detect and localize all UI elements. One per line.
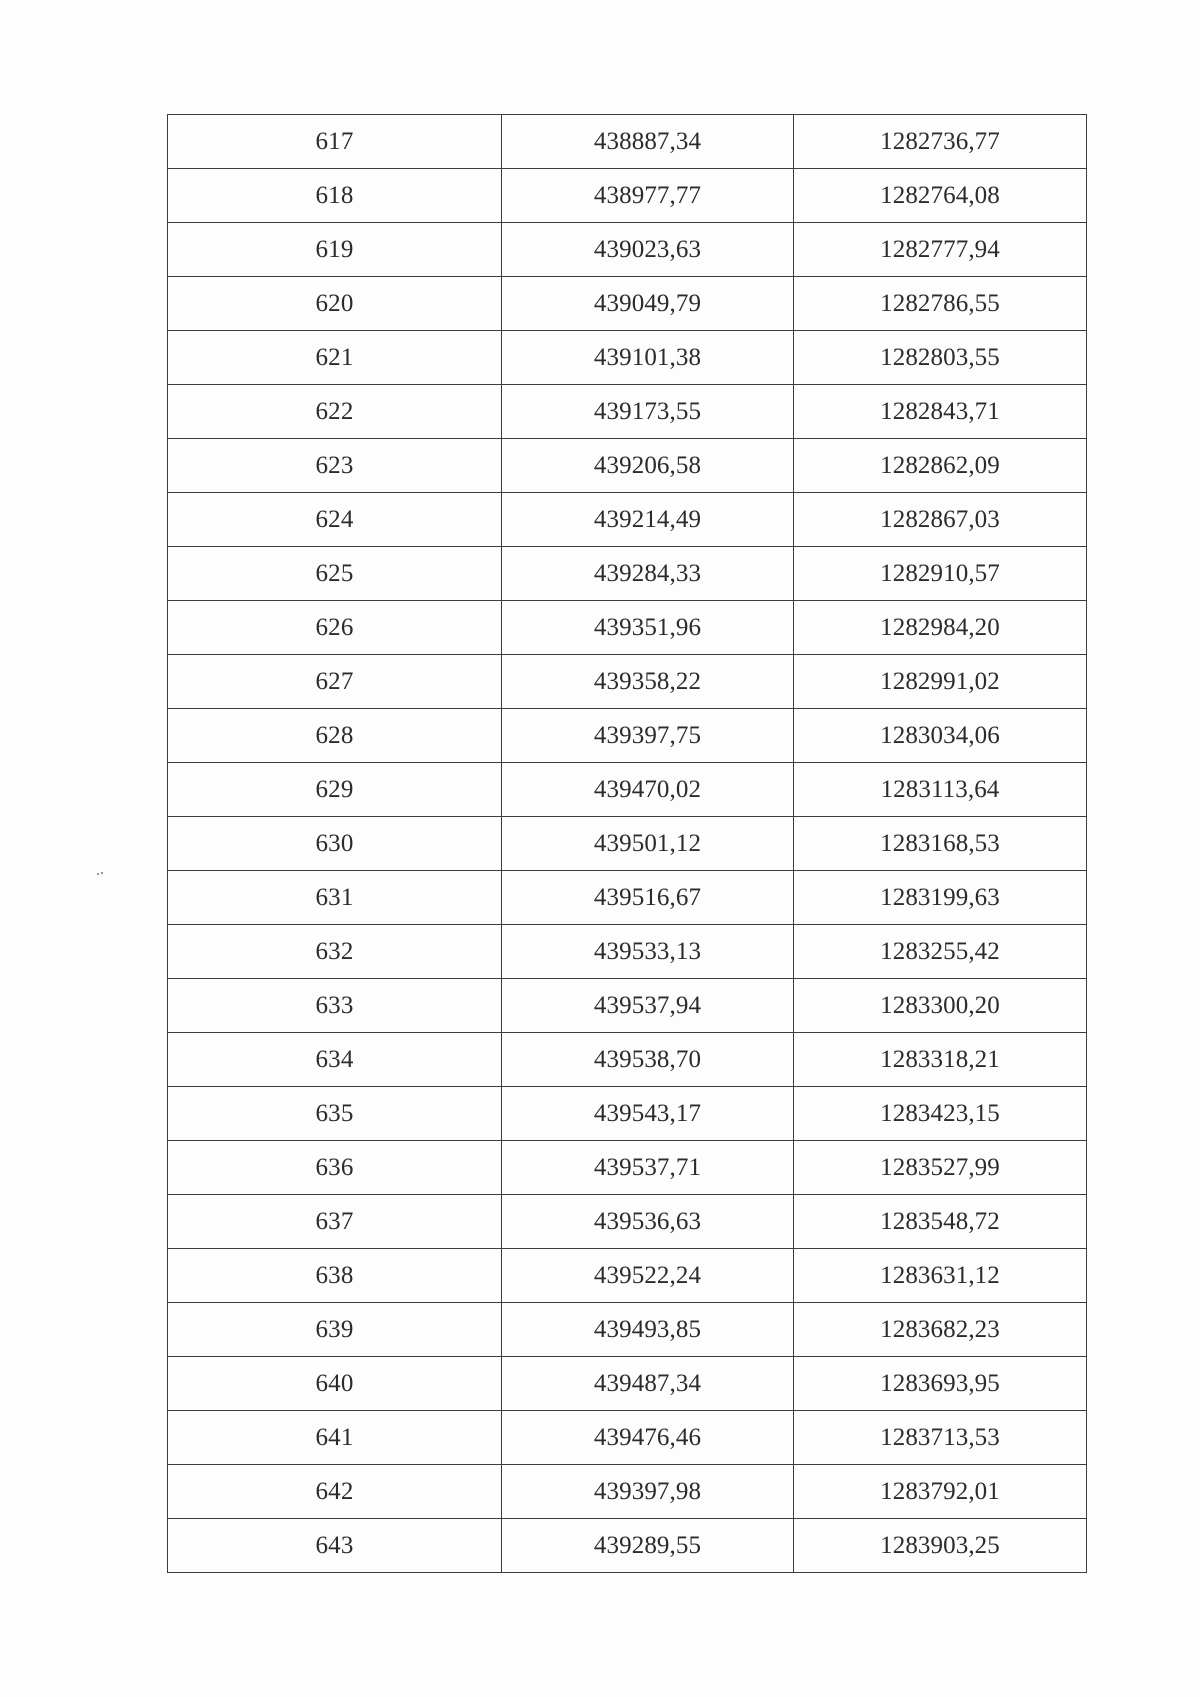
table-row [168, 817, 1087, 871]
point-number-cell: 642 [168, 1465, 502, 1519]
x-coordinate-cell: 439397,75 [502, 709, 794, 763]
table-row [168, 331, 1087, 385]
table-row [168, 1465, 1087, 1519]
x-coordinate-cell: 439351,96 [502, 601, 794, 655]
x-coordinate-cell: 439049,79 [502, 277, 794, 331]
x-coordinate-cell: 439487,34 [502, 1357, 794, 1411]
point-number-cell: 621 [168, 331, 502, 385]
point-number-cell: 637 [168, 1195, 502, 1249]
table-row [168, 979, 1087, 1033]
table-row [168, 1303, 1087, 1357]
y-coordinate-cell: 1283034,06 [794, 709, 1087, 763]
x-coordinate-cell: 439522,24 [502, 1249, 794, 1303]
scan-speck [97, 872, 105, 876]
y-coordinate-cell: 1282991,02 [794, 655, 1087, 709]
y-coordinate-cell: 1282862,09 [794, 439, 1087, 493]
x-coordinate-cell: 439538,70 [502, 1033, 794, 1087]
coordinates-table [167, 114, 1087, 1573]
point-number-cell: 626 [168, 601, 502, 655]
y-coordinate-cell: 1283168,53 [794, 817, 1087, 871]
y-coordinate-cell: 1283199,63 [794, 871, 1087, 925]
point-number-cell: 641 [168, 1411, 502, 1465]
point-number-cell: 636 [168, 1141, 502, 1195]
point-number-cell: 631 [168, 871, 502, 925]
x-coordinate-cell: 439206,58 [502, 439, 794, 493]
y-coordinate-cell: 1282803,55 [794, 331, 1087, 385]
point-number-cell: 633 [168, 979, 502, 1033]
point-number-cell: 630 [168, 817, 502, 871]
y-coordinate-cell: 1282764,08 [794, 169, 1087, 223]
point-number-cell: 635 [168, 1087, 502, 1141]
table-row [168, 385, 1087, 439]
x-coordinate-cell: 438977,77 [502, 169, 794, 223]
x-coordinate-cell: 439397,98 [502, 1465, 794, 1519]
point-number-cell: 619 [168, 223, 502, 277]
x-coordinate-cell: 439289,55 [502, 1519, 794, 1573]
x-coordinate-cell: 439501,12 [502, 817, 794, 871]
x-coordinate-cell: 439358,22 [502, 655, 794, 709]
y-coordinate-cell: 1282843,71 [794, 385, 1087, 439]
x-coordinate-cell: 438887,34 [502, 115, 794, 169]
x-coordinate-cell: 439537,94 [502, 979, 794, 1033]
point-number-cell: 640 [168, 1357, 502, 1411]
table-row [168, 439, 1087, 493]
y-coordinate-cell: 1283903,25 [794, 1519, 1087, 1573]
y-coordinate-cell: 1283423,15 [794, 1087, 1087, 1141]
table-row [168, 871, 1087, 925]
point-number-cell: 643 [168, 1519, 502, 1573]
point-number-cell: 620 [168, 277, 502, 331]
y-coordinate-cell: 1282736,77 [794, 115, 1087, 169]
x-coordinate-cell: 439101,38 [502, 331, 794, 385]
x-coordinate-cell: 439537,71 [502, 1141, 794, 1195]
table-row [168, 1195, 1087, 1249]
table-row [168, 925, 1087, 979]
x-coordinate-cell: 439533,13 [502, 925, 794, 979]
table-row [168, 547, 1087, 601]
x-coordinate-cell: 439516,67 [502, 871, 794, 925]
point-number-cell: 625 [168, 547, 502, 601]
point-number-cell: 622 [168, 385, 502, 439]
x-coordinate-cell: 439543,17 [502, 1087, 794, 1141]
point-number-cell: 618 [168, 169, 502, 223]
table-row [168, 1033, 1087, 1087]
point-number-cell: 632 [168, 925, 502, 979]
table-row [168, 1141, 1087, 1195]
y-coordinate-cell: 1283318,21 [794, 1033, 1087, 1087]
x-coordinate-cell: 439173,55 [502, 385, 794, 439]
y-coordinate-cell: 1283693,95 [794, 1357, 1087, 1411]
x-coordinate-cell: 439470,02 [502, 763, 794, 817]
point-number-cell: 624 [168, 493, 502, 547]
y-coordinate-cell: 1283548,72 [794, 1195, 1087, 1249]
table-row [168, 223, 1087, 277]
point-number-cell: 639 [168, 1303, 502, 1357]
table-row [168, 763, 1087, 817]
point-number-cell: 638 [168, 1249, 502, 1303]
table-row [168, 1249, 1087, 1303]
point-number-cell: 629 [168, 763, 502, 817]
y-coordinate-cell: 1282984,20 [794, 601, 1087, 655]
y-coordinate-cell: 1282867,03 [794, 493, 1087, 547]
y-coordinate-cell: 1283682,23 [794, 1303, 1087, 1357]
point-number-cell: 634 [168, 1033, 502, 1087]
y-coordinate-cell: 1282910,57 [794, 547, 1087, 601]
table-row [168, 1411, 1087, 1465]
point-number-cell: 628 [168, 709, 502, 763]
point-number-cell: 627 [168, 655, 502, 709]
y-coordinate-cell: 1283792,01 [794, 1465, 1087, 1519]
table-row [168, 1519, 1087, 1573]
x-coordinate-cell: 439284,33 [502, 547, 794, 601]
y-coordinate-cell: 1283713,53 [794, 1411, 1087, 1465]
y-coordinate-cell: 1282777,94 [794, 223, 1087, 277]
x-coordinate-cell: 439476,46 [502, 1411, 794, 1465]
table-row [168, 601, 1087, 655]
table-row [168, 277, 1087, 331]
y-coordinate-cell: 1282786,55 [794, 277, 1087, 331]
table-row [168, 1087, 1087, 1141]
x-coordinate-cell: 439214,49 [502, 493, 794, 547]
table-row [168, 1357, 1087, 1411]
y-coordinate-cell: 1283631,12 [794, 1249, 1087, 1303]
point-number-cell: 617 [168, 115, 502, 169]
table-row [168, 709, 1087, 763]
table-row [168, 655, 1087, 709]
point-number-cell: 623 [168, 439, 502, 493]
table-row [168, 115, 1087, 169]
y-coordinate-cell: 1283255,42 [794, 925, 1087, 979]
x-coordinate-cell: 439023,63 [502, 223, 794, 277]
y-coordinate-cell: 1283300,20 [794, 979, 1087, 1033]
table-row [168, 169, 1087, 223]
x-coordinate-cell: 439536,63 [502, 1195, 794, 1249]
y-coordinate-cell: 1283527,99 [794, 1141, 1087, 1195]
x-coordinate-cell: 439493,85 [502, 1303, 794, 1357]
coordinates-table-body [168, 115, 1087, 1573]
y-coordinate-cell: 1283113,64 [794, 763, 1087, 817]
table-row [168, 493, 1087, 547]
